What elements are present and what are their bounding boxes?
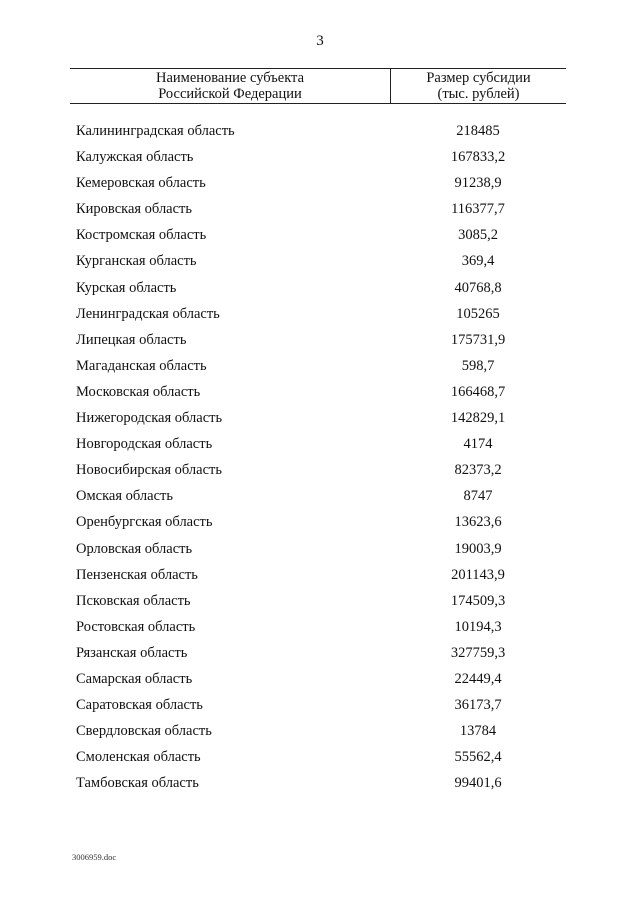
- subsidy-value: 91238,9: [454, 175, 502, 192]
- region-name: Магаданская область: [76, 357, 207, 374]
- table-row: [70, 564, 566, 590]
- region-name: Новосибирская область: [76, 462, 222, 479]
- header-bottom-rule: [70, 103, 566, 104]
- subsidy-value: 19003,9: [454, 540, 502, 557]
- region-name: Смоленская область: [76, 749, 201, 766]
- page-number: 3: [316, 33, 324, 49]
- subsidy-value: 105265: [456, 305, 500, 322]
- region-name: Кировская область: [76, 201, 193, 218]
- subsidy-value: 166468,7: [450, 383, 506, 400]
- subsidy-value: 8747: [463, 488, 493, 505]
- region-name: Ленинградская область: [76, 305, 220, 322]
- subsidy-value: 82373,2: [454, 462, 502, 479]
- table-row: [70, 746, 566, 772]
- region-name: Калининградская область: [76, 123, 235, 139]
- region-name: Саратовская область: [76, 697, 203, 714]
- table-row: [70, 538, 566, 564]
- subsidy-value: 218485: [456, 123, 500, 139]
- region-name: Липецкая область: [76, 331, 187, 348]
- region-name: Свердловская область: [76, 723, 212, 740]
- region-name: Рязанская область: [76, 644, 188, 661]
- table-row: [70, 355, 566, 381]
- header-subsidy-line2: (тыс. рублей): [437, 86, 520, 102]
- region-name: Курская область: [76, 279, 177, 296]
- subsidy-value: 10194,3: [454, 618, 502, 635]
- subsidy-value: 55562,4: [454, 749, 502, 766]
- table-row: [70, 146, 566, 172]
- table-row: [70, 485, 566, 511]
- table-row: [70, 277, 566, 303]
- subsidy-value: 3085,2: [458, 227, 498, 244]
- table-row: [70, 720, 566, 746]
- subsidy-value: 4174: [463, 436, 493, 453]
- subsidy-value: 40768,8: [454, 279, 502, 296]
- subsidy-value: 327759,3: [450, 644, 506, 661]
- region-name: Орловская область: [76, 540, 193, 557]
- table-body: [70, 120, 566, 798]
- subsidy-value: 22449,4: [454, 670, 502, 687]
- table-row: [70, 616, 566, 642]
- table-row: [70, 590, 566, 616]
- subsidy-value: 142829,1: [450, 410, 506, 427]
- subsidy-value: 174509,3: [450, 592, 506, 609]
- region-name: Тамбовская область: [76, 775, 199, 792]
- region-name: Нижегородская область: [76, 410, 223, 427]
- header-top-rule: [70, 68, 566, 69]
- region-name: Курганская область: [76, 253, 197, 270]
- region-name: Пензенская область: [76, 566, 198, 583]
- subsidy-value: 13784: [459, 723, 497, 740]
- header-region-line2: Российской Федерации: [158, 86, 302, 102]
- table-row: [70, 433, 566, 459]
- table-row: [70, 381, 566, 407]
- region-name: Костромская область: [76, 227, 207, 244]
- header-subsidy-line1: Размер субсидии: [426, 70, 531, 86]
- subsidy-value: 36173,7: [454, 697, 502, 714]
- table-row: [70, 329, 566, 355]
- region-name: Омская область: [76, 488, 173, 505]
- region-name: Ростовская область: [76, 618, 196, 635]
- subsidy-value: 99401,6: [454, 775, 502, 792]
- subsidy-value: 598,7: [461, 357, 495, 374]
- header-subsidy-column: [391, 70, 566, 102]
- table-row: [70, 668, 566, 694]
- region-name: Самарская область: [76, 670, 193, 687]
- table-row: [70, 459, 566, 485]
- table-row: [70, 198, 566, 224]
- region-name: Новгородская область: [76, 436, 213, 453]
- region-name: Кемеровская область: [76, 175, 206, 192]
- table-row: [70, 250, 566, 276]
- table-row: [70, 772, 566, 798]
- subsidy-value: 175731,9: [450, 331, 506, 348]
- region-name: Оренбургская область: [76, 514, 213, 531]
- table-row: [70, 224, 566, 250]
- subsidy-value: 116377,7: [451, 201, 505, 218]
- subsidy-value: 201143,9: [451, 566, 505, 583]
- region-name: Калужская область: [76, 149, 194, 166]
- region-name: Псковская область: [76, 592, 191, 609]
- document-filename: 3006959.doc: [72, 852, 117, 862]
- region-name: Московская область: [76, 383, 201, 400]
- table-row: [70, 407, 566, 433]
- subsidy-value: 13623,6: [454, 514, 502, 531]
- table-row: [70, 172, 566, 198]
- header-region-line1: Наименование субъекта: [155, 70, 305, 86]
- subsidy-value: 167833,2: [450, 149, 506, 166]
- subsidy-value: 369,4: [461, 253, 495, 270]
- table-row: [70, 694, 566, 720]
- table-row: [70, 120, 566, 146]
- table-row: [70, 303, 566, 329]
- table-header: [70, 68, 566, 104]
- header-region-column: [70, 70, 390, 102]
- table-row: [70, 511, 566, 537]
- table-row: [70, 642, 566, 668]
